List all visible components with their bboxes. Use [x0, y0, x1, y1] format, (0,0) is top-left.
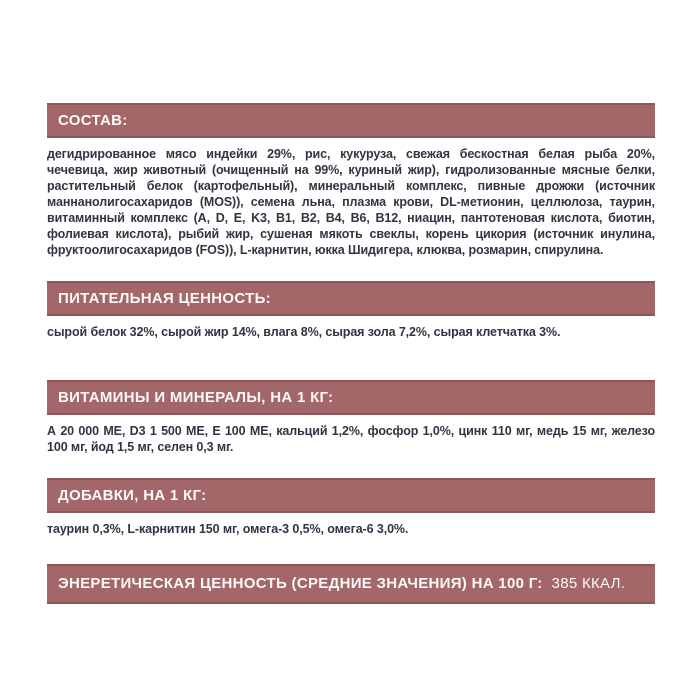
- nutritional-value-text: сырой белок 32%, сырой жир 14%, влага 8%, сырая зола 7,2%, сырая клетчатка 3%.: [47, 325, 561, 339]
- additives-text: таурин 0,3%, L-карнитин 150 мг, омега-3 0,5%, омега-6 3,0%.: [47, 522, 409, 536]
- section-header-additives: [47, 478, 655, 513]
- section-header-nutritional-value: [47, 281, 655, 316]
- section-header-energy-value: [47, 564, 655, 604]
- vitamins-minerals-text: А 20 000 МЕ, D3 1 500 МЕ, Е 100 МЕ, кальций 1,2%, фосфор 1,0%, цинк 110 мг, медь 15 мг, железо 100 мг, йод 1,5 мг, селен 0,3 мг.: [47, 424, 655, 454]
- section-header-vitamins-minerals: [47, 380, 655, 415]
- energy-value-title: ЭНЕРЕТИЧЕСКАЯ ЦЕННОСТЬ (СРЕДНИЕ ЗНАЧЕНИЯ) НА 100 Г:: [58, 575, 543, 592]
- section-title: ПИТАТЕЛЬНАЯ ЦЕННОСТЬ:: [58, 290, 271, 307]
- section-title: ВИТАМИНЫ И МИНЕРАЛЫ, НА 1 КГ:: [58, 389, 334, 406]
- energy-value-kcal: 385 ККАЛ.: [551, 575, 626, 592]
- composition-text: дегидрированное мясо индейки 29%, рис, кукуруза, свежая бескостная белая рыба 20%, чечевица, жир животный (очищенный на 99%, куриный жир), гидролизованные мясные белки, растительный белок (картофельный), минеральный комплекс, пивные дрожжи (источник маннанолигосахаридов (MOS)), семена льна, плазма крови, DL-метионин, целлюлоза, таурин, витаминный комплекс (A, D, E, K3, B1, B2, B4, B6, B12, ниацин, пантотеновая кислота, биотин, фолиевая кислота), рыбий жир, сушеная мякоть свеклы, корень цикория (источник инулина, фруктоолигосахаридов (FOS)), L-карнитин, юкка Шидигера, клюква, розмарин, спирулина.: [47, 147, 655, 257]
- section-title: СОСТАВ:: [58, 112, 128, 129]
- section-header-composition: [47, 103, 655, 138]
- section-title: ДОБАВКИ, НА 1 КГ:: [58, 487, 207, 504]
- nutrition-label: [47, 103, 655, 604]
